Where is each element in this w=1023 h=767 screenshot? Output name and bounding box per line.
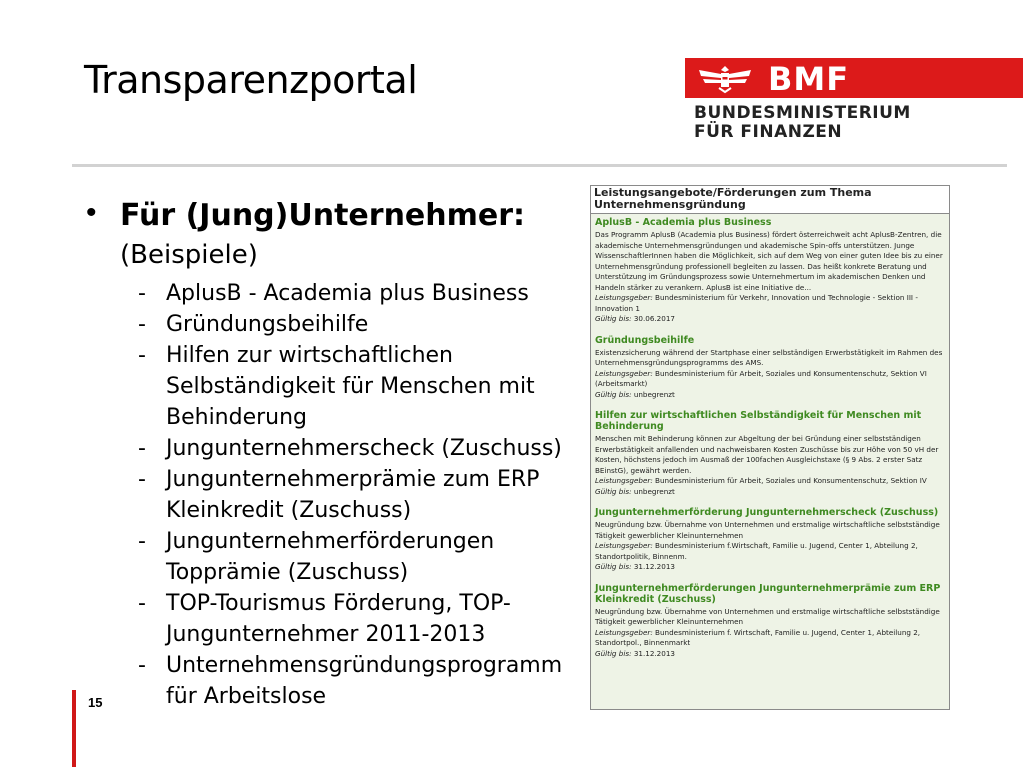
bullet-heading: Für (Jung)Unternehmer: bbox=[120, 198, 526, 233]
logo-line-2: FÜR FINANZEN bbox=[694, 122, 843, 142]
list-item: - Hilfen zur wirtschaftlichen Selbständigkeit für Menschen mit Behinderung bbox=[136, 340, 546, 433]
entry-provider: Leistungsgeber: Bundesministerium für Arbeit, Soziales und Konsumentenschutz, Sektion VI (Arbeitsmarkt) bbox=[595, 368, 927, 388]
logo-abbreviation: BMF bbox=[768, 60, 850, 98]
entry-valid: Gültig bis: 31.12.2013 bbox=[595, 648, 675, 658]
list-item: - Unternehmensgründungsprogramm für Arbeitslose bbox=[136, 650, 578, 712]
entry-valid: Gültig bis: unbegrenzt bbox=[595, 486, 675, 496]
entry-title-link[interactable]: Gründungsbeihilfe bbox=[595, 334, 695, 346]
entry-provider: Leistungsgeber: Bundesministerium für Arbeit, Soziales und Konsumentenschutz, Sektion IV bbox=[595, 476, 927, 485]
entry-description: Neugründung bzw. Übernahme von Unternehmen und erstmalige wirtschaftliche selbstständige Tätigkeit gewerblicher Kleinunternehmen bbox=[595, 520, 940, 540]
entry-title-link[interactable]: Hilfen zur wirtschaftlichen Selbständigkeit für Menschen mit Behinderung bbox=[595, 410, 922, 432]
bullet-dot: • bbox=[86, 196, 97, 229]
list-item: - TOP-Tourismus Förderung, TOP-Jungunternehmer 2011-2013 bbox=[136, 588, 576, 650]
funding-entry bbox=[595, 217, 945, 325]
slide-title: Transparenzportal bbox=[84, 58, 418, 102]
entry-provider: Leistungsgeber: Bundesministerium f. Wirtschaft, Familie u. Jugend, Center 1, Abteilung 2, Standortpol., Binnenmarkt bbox=[595, 627, 921, 647]
list-item: - AplusB - Academia plus Business bbox=[136, 278, 578, 309]
entry-title-link[interactable]: Jungunternehmerförderungen Jungunternehmerprämie zum ERP Kleinkredit (Zuschuss) bbox=[595, 582, 941, 605]
example-list bbox=[136, 278, 578, 712]
funding-entry bbox=[595, 583, 945, 660]
eagle-icon bbox=[695, 62, 755, 94]
page-number: 15 bbox=[88, 695, 103, 710]
entry-description: Das Programm AplusB (Academia plus Business) fördert österreichweit acht AplusB-Zentren, die akademische Unternehmensgründungen und akademische Spin-offs unterstützen. Junge WissenschaftlerInnen haben die Möglichkeit, sich auf dem Weg von einer guten Idee bis zu einer Unternehmensgründung professionell begleiten zu lassen. Das heißt konkrete Beratung und Unterstützung im Gründungsprozess sowie Unternehmertum im akademischen Denken und Handeln stärker zu verankern. AplusB ist eine Initiative de... bbox=[595, 230, 943, 292]
panel-body bbox=[591, 214, 949, 659]
entry-valid: Gültig bis: 31.12.2013 bbox=[595, 562, 675, 571]
bullet-subheading: (Beispiele) bbox=[120, 240, 258, 270]
entry-title-link[interactable]: Jungunternehmerförderung Jungunternehmerscheck (Zuschuss) bbox=[595, 507, 939, 518]
list-item: - Jungunternehmerscheck (Zuschuss) bbox=[136, 433, 578, 464]
logo-name bbox=[694, 104, 911, 142]
list-item: - Jungunternehmerförderungen Topprämie (Zuschuss) bbox=[136, 526, 546, 588]
entry-valid: Gültig bis: 30.06.2017 bbox=[595, 314, 675, 323]
entry-description: Menschen mit Behinderung können zur Abgeltung der bei Gründung einer selbstständigen Erwerbstätigkeit anfallenden und nachweisbaren Kosten Zuschüsse bis zur Höhe von 50 vH der Kosten, höchstens jedoch im Ausmaß der 100fachen Ausgleichstaxe (§ 9 Abs. 2 erster Satz BEinstG), gewährt werden. bbox=[595, 434, 939, 475]
entry-valid: Gültig bis: unbegrenzt bbox=[595, 389, 675, 399]
page-marker-bar bbox=[72, 690, 76, 767]
portal-screenshot-panel bbox=[590, 185, 950, 710]
logo-line-1: BUNDESMINISTERIUM bbox=[694, 103, 911, 123]
header-divider bbox=[72, 164, 1007, 167]
entry-description: Existenzsicherung während der Startphase einer selbständigen Erwerbstätigkeit im Rahmen des Unternehmensgründungsprogramms des AMS. bbox=[595, 347, 943, 367]
entry-title-link[interactable]: AplusB - Academia plus Business bbox=[595, 217, 772, 228]
panel-heading: Leistungsangebote/Förderungen zum Thema Unternehmensgründung bbox=[591, 186, 949, 214]
funding-entry bbox=[595, 507, 945, 573]
list-item: - Jungunternehmerprämie zum ERP Kleinkredit (Zuschuss) bbox=[136, 464, 546, 526]
funding-entry bbox=[595, 410, 945, 497]
entry-provider: Leistungsgeber: Bundesministerium f.Wirtschaft, Familie u. Jugend, Center 1, Abteilung 2, Standortpolitik, Binnenm. bbox=[595, 541, 918, 561]
list-item: - Gründungsbeihilfe bbox=[136, 309, 578, 340]
entry-provider: Leistungsgeber: Bundesministerium für Verkehr, Innovation und Technologie - Sektion III - Innovation 1 bbox=[595, 293, 918, 313]
entry-description: Neugründung bzw. Übernahme von Unternehmen und erstmalige wirtschaftliche selbstständige Tätigkeit gewerblicher Kleinunternehmen bbox=[595, 606, 940, 626]
funding-entry bbox=[595, 335, 945, 401]
